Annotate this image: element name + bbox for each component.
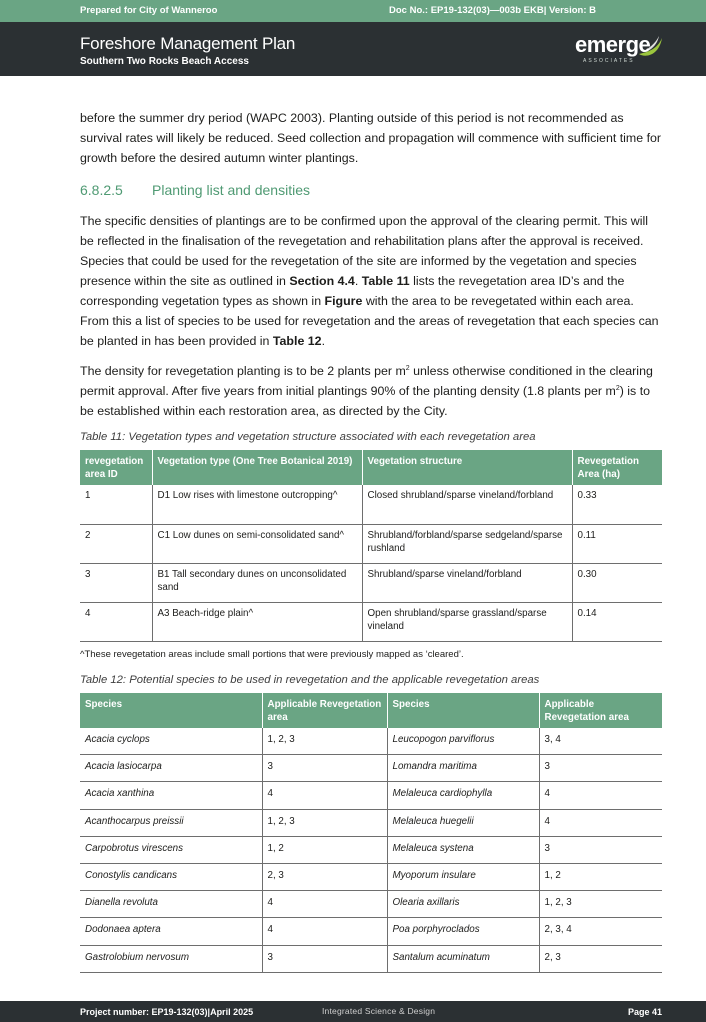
header-cell: Species: [387, 693, 539, 728]
logo-swoosh-icon: [635, 32, 665, 60]
table-row: [80, 524, 662, 563]
figure-reference-link[interactable]: Figure: [324, 294, 363, 308]
applicable-area: 3, 4: [539, 728, 662, 755]
applicable-area: 4: [539, 809, 662, 836]
header-cell: Revegetation Area (ha): [572, 450, 662, 485]
logo-wordmark: emerge: [575, 32, 651, 57]
species-name: Lomandra maritima: [387, 755, 539, 782]
applicable-area: 3: [262, 945, 387, 972]
paragraph-density-target: [80, 361, 662, 421]
species-name: Acanthocarpus preissii: [80, 809, 262, 836]
table-row: [80, 945, 662, 972]
applicable-area: 1, 2, 3: [262, 728, 387, 755]
applicable-area: 2, 3: [539, 945, 662, 972]
header-cell: Applicable Revegetation area: [539, 693, 662, 728]
text-run: The density for revegetation planting is to be 2 plants per m: [80, 364, 406, 378]
species-name: Olearia axillaris: [387, 891, 539, 918]
text-run: .: [354, 274, 362, 288]
project-number: Project number: EP19-132(03)|April 2025: [80, 1007, 254, 1017]
applicable-area: 2, 3, 4: [539, 918, 662, 945]
header-cell: revegetation area ID: [80, 450, 152, 485]
table-row: [80, 602, 662, 641]
species-name: Myoporum insulare: [387, 863, 539, 890]
vegetation-structure: Closed shrubland/sparse vineland/forbland: [362, 485, 572, 524]
top-band: [0, 0, 706, 22]
area-id: 3: [80, 563, 152, 602]
species-name: Acacia xanthina: [80, 782, 262, 809]
applicable-area: 4: [262, 891, 387, 918]
table-11-reference-link[interactable]: Table 11: [361, 274, 410, 288]
applicable-area: 4: [262, 782, 387, 809]
revegetation-area: 0.33: [572, 485, 662, 524]
applicable-area: 1, 2: [539, 863, 662, 890]
table-row: [80, 728, 662, 755]
section-title: Planting list and densities: [152, 182, 310, 198]
applicable-area: 4: [262, 918, 387, 945]
vegetation-type: A3 Beach-ridge plain^: [152, 602, 362, 641]
area-id: 4: [80, 602, 152, 641]
species-name: Melaleuca cardiophylla: [387, 782, 539, 809]
species-name: Leucopogon parviflorus: [387, 728, 539, 755]
text-run: lists the revegetation area ID’s and the corresponding vegetation types as shown in: [80, 274, 625, 308]
applicable-area: 1, 2: [262, 836, 387, 863]
area-id: 1: [80, 485, 152, 524]
table-11-note: ^These revegetation areas include small portions that were previously mapped as ‘cleared’.: [80, 648, 464, 660]
page-content: [80, 108, 662, 973]
applicable-area: 4: [539, 782, 662, 809]
table-row: [80, 755, 662, 782]
section-reference-link[interactable]: Section 4.4: [289, 274, 355, 288]
doc-number: Doc No.: EP19-132(03)—003b EKB| Version: B: [389, 5, 596, 16]
table-row: [80, 485, 662, 524]
table-12-reference-link[interactable]: Table 12: [272, 334, 322, 348]
table-12-caption: Table 12: Potential species to be used in revegetation and the applicable revegetation areas: [80, 673, 540, 686]
species-name: Santalum acuminatum: [387, 945, 539, 972]
header-cell: Species: [80, 693, 262, 728]
area-id: 2: [80, 524, 152, 563]
species-name: Dianella revoluta: [80, 891, 262, 918]
table-row: [80, 836, 662, 863]
text-run: with the area to be revegetated within each area. From this a list of species to be used for revegetation and the areas of revegetation that each species can be planted in has been provided in: [80, 294, 659, 348]
species-name: Dodonaea aptera: [80, 918, 262, 945]
applicable-area: 2, 3: [262, 863, 387, 890]
vegetation-structure: Open shrubland/sparse grassland/sparse vineland: [362, 602, 572, 641]
vegetation-type: C1 Low dunes on semi-consolidated sand^: [152, 524, 362, 563]
species-name: Melaleuca huegelii: [387, 809, 539, 836]
table-row: [80, 891, 662, 918]
table-row: [80, 563, 662, 602]
text-run: .: [321, 334, 326, 348]
emerge-logo: [575, 32, 667, 66]
superscript: 2: [405, 364, 410, 372]
header-cell: Applicable Revegetation area: [262, 693, 387, 728]
table-11-caption: Table 11: Vegetation types and vegetation structure associated with each revegetation area: [80, 431, 536, 443]
prepared-for: Prepared for City of Wanneroo: [80, 5, 218, 16]
paragraph-densities: [80, 211, 662, 351]
header-cell: Vegetation type (One Tree Botanical 2019): [152, 450, 362, 485]
revegetation-area: 0.14: [572, 602, 662, 641]
species-name: Acacia cyclops: [80, 728, 262, 755]
page-number: Page 41: [627, 1007, 662, 1017]
text-run: The specific densities of plantings are to be confirmed upon the approval of the clearing permit. This will be reflected in the finalisation of the revegetation and rehabilitation plans after the approval is received. Species that could be used for the revegetation of the site are informed by the vegetation and species presence within the site as outlined in: [80, 214, 648, 288]
superscript: 2: [615, 384, 620, 392]
applicable-area: 1, 2, 3: [262, 809, 387, 836]
species-name: Gastrolobium nervosum: [80, 945, 262, 972]
text-run: ) is to be established within each restoration area, as directed by the City.: [80, 384, 651, 418]
section-heading: [80, 180, 662, 200]
table-11: [80, 450, 662, 642]
table-row: [80, 918, 662, 945]
paragraph-planting-period: before the summer dry period (WAPC 2003). Planting outside of this period is not recommended as survival rates will likely be reduced. Seed collection and propagation will commence with sufficient time for growth before the desired autumn winter plantings.: [80, 111, 662, 165]
vegetation-structure: Shrubland/forbland/sparse sedgeland/sparse rushland: [362, 524, 572, 563]
applicable-area: 3: [262, 755, 387, 782]
table-row: [80, 863, 662, 890]
applicable-area: 1, 2, 3: [539, 891, 662, 918]
header-cell: Vegetation structure: [362, 450, 572, 485]
revegetation-area: 0.11: [572, 524, 662, 563]
species-name: Poa porphyroclados: [387, 918, 539, 945]
document-subtitle: Southern Two Rocks Beach Access: [80, 56, 249, 67]
applicable-area: 3: [539, 836, 662, 863]
vegetation-structure: Shrubland/sparse vineland/forbland: [362, 563, 572, 602]
logo-subtext: ASSOCIATES: [583, 58, 635, 64]
species-name: Melaleuca systena: [387, 836, 539, 863]
species-name: Carpobrotus virescens: [80, 836, 262, 863]
species-name: Acacia lasiocarpa: [80, 755, 262, 782]
table-12: [80, 693, 662, 973]
table-row: [80, 782, 662, 809]
table-row: [80, 809, 662, 836]
document-header: [0, 22, 706, 76]
text-run: unless otherwise conditioned in the clearing permit approval. After five years from initial plantings 90% of the planting density (1.8 plants per m: [80, 364, 653, 398]
revegetation-area: 0.30: [572, 563, 662, 602]
applicable-area: 3: [539, 755, 662, 782]
table-header-row: [80, 450, 662, 485]
document-title: Foreshore Management Plan: [80, 34, 296, 53]
species-name: Conostylis candicans: [80, 863, 262, 890]
vegetation-type: D1 Low rises with limestone outcropping^: [152, 485, 362, 524]
page-footer: [0, 1001, 706, 1022]
table-header-row: [80, 693, 662, 728]
footer-tagline: Integrated Science & Design: [322, 1006, 436, 1016]
section-number: 6.8.2.5: [80, 182, 123, 198]
vegetation-type: B1 Tall secondary dunes on unconsolidated sand: [152, 563, 362, 602]
